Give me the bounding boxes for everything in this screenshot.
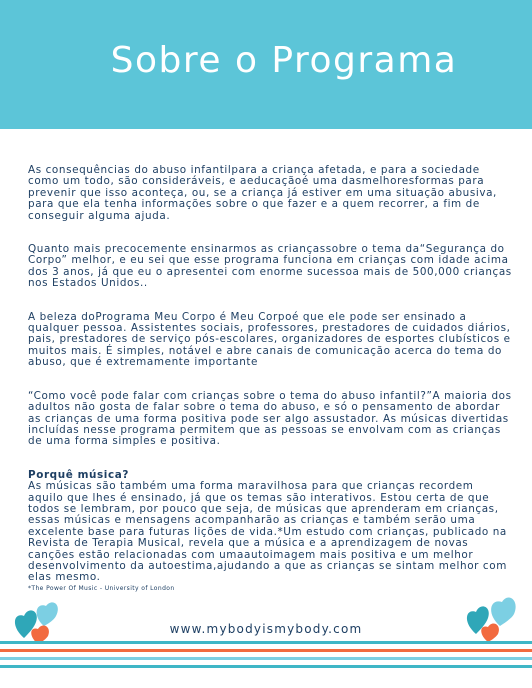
stripe-light-blue — [0, 657, 532, 660]
article-body — [28, 165, 512, 584]
paragraph-how-to-talk: “Como você pode falar com crianças sobre o tema do abuso infantil?”A maioria dos adultos não gosta de falar sobre o tema do abuso, e só o pensamento de abordar as crianças de uma forma positiva pode ser algo assustador. As músicas divertidas incluídas nesse programa permitem que as pessoas se envolvam com as crianças de uma forma simples e positiva. — [28, 389, 512, 448]
footnote: *The Power Of Music - University of London — [28, 585, 175, 592]
header-banner — [0, 0, 532, 129]
hearts-icon — [462, 594, 518, 644]
website-url[interactable]: www.mybodyismybody.com — [169, 622, 363, 636]
music-heading: Porquê música? — [28, 468, 129, 481]
stripe-teal — [0, 641, 532, 644]
paragraph-consequences: As consequências do abuso infantilpara a criança afetada, e para a sociedade como um todo, são consideráveis, e aeducaçãoé uma dasmelhoresformas para prevenir que isso aconteça, ou, se a criança já estiver em uma situação abusiva, para que ela tenha informações sobre o que fazer e a quem recorrer, a fim de conseguir alguma ajuda. — [28, 164, 497, 222]
stripe-teal-bottom — [0, 665, 532, 668]
page-title: Sobre o Programa — [110, 40, 458, 81]
stripe-orange — [0, 649, 532, 652]
paragraph-music: As músicas são também uma forma maravilhosa para que crianças recordem aquilo que lhes é ensinado, já que os temas são interativos. Estou certa de que todos se lembram, por pouco que seja, de músicas que aprenderam em crianças, essas músicas e mensagens acompanharão as crianças e também serão uma excelente base para futuras lições de vida.*Um estudo com crianças, publicado na Revista de Terapia Musical, revela que a música e a aprendizagem de novas canções estão relacionadas com umaautoimagem mais positiva e um melhor desenvolvimento da autoestima,ajudando a que as crianças se sintam melhor com elas mesmo. — [28, 480, 507, 584]
paragraph-early-teaching: Quanto mais precocemente ensinarmos as criançassobre o tema da“Segurança do Corpo” melhor, e eu sei que esse programa funciona em crianças com idade acima dos 3 anos, já que eu o apresentei com enorme sucessoa mais de 500,000 crianças nos Estados Unidos.. — [28, 243, 512, 290]
paragraph-program-beauty: A beleza doPrograma Meu Corpo é Meu Corpoé que ele pode ser ensinado a qualquer pessoa. Assistentes sociais, professores, prestadores de cuidados diários, pais, prestadores de serviço pós-escolares, organizadores de esportes clubísticos e muitos mais. É simples, notável e abre canais de comunicação acerca do tema do abuso, que é extremamente importante — [28, 310, 511, 369]
